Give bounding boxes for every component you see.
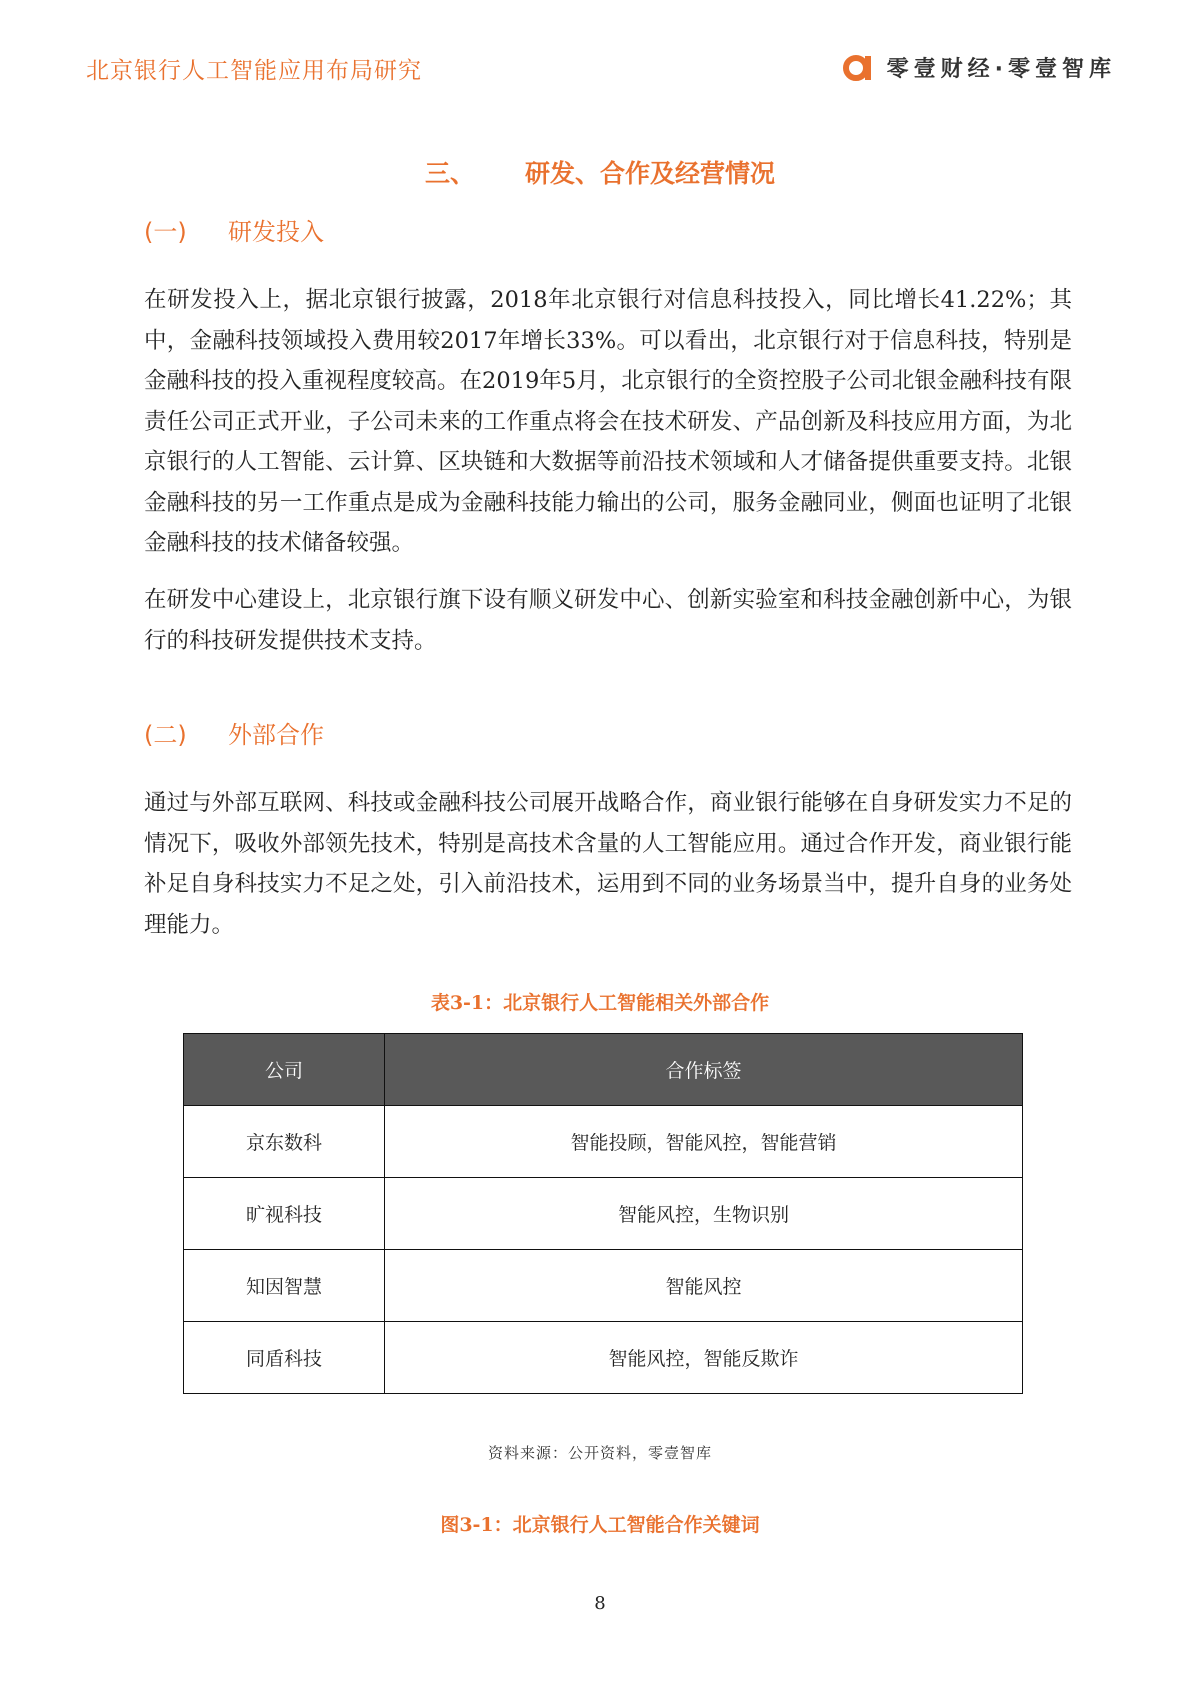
- paragraph-external-cooperation: 通过与外部互联网、科技或金融科技公司展开战略合作，商业银行能够在自身研发实力不足的情况下，吸收外部领先技术，特别是高技术含量的人工智能应用。通过合作开发，商业银行能补足自身科技实力不足之处，引入前沿技术，运用到不同的业务场景当中，提升自身的业务处理能力。: [144, 790, 1072, 938]
- table-row: [184, 1106, 1023, 1178]
- paragraph-rd-center: 在研发中心建设上，北京银行旗下设有顺义研发中心、创新实验室和科技金融创新中心，为银行的科技研发提供技术支持。: [144, 587, 1072, 654]
- brand-name: 零壹财经·零壹智库: [886, 56, 1116, 82]
- subsection-number-2: (二): [144, 721, 187, 749]
- section-number: 三、: [424, 159, 475, 188]
- section-title: [0, 154, 1200, 190]
- table-cell-tags: 智能风控: [385, 1250, 1023, 1322]
- paragraph-rd-investment: 在研发投入上，据北京银行披露，2018年北京银行对信息科技投入，同比增长41.22%；其中，金融科技领域投入费用较2017年增长33%。可以看出，北京银行对于信息科技，特别是金融科技的投入重视程度较高。在2019年5月，北京银行的全资控股子公司北银金融科技有限责任公司正式开业，子公司未来的工作重点将会在技术研发、产品创新及科技应用方面，为北京银行的人工智能、云计算、区块链和大数据等前沿技术领域和人才储备提供重要支持。北银金融科技的另一工作重点是成为金融科技能力输出的公司，服务金融同业，侧面也证明了北银金融科技的技术储备较强。: [144, 287, 1072, 556]
- table-row: [184, 1178, 1023, 1250]
- table-cell-company: 京东数科: [184, 1106, 385, 1178]
- table-caption: 表3-1：北京银行人工智能相关外部合作: [430, 992, 770, 1014]
- subsection-title-text-1: 研发投入: [228, 218, 324, 246]
- table-source: 资料来源：公开资料，零壹智库: [487, 1444, 712, 1462]
- subsection-title-1: [144, 212, 324, 247]
- figure-caption: 图3-1：北京银行人工智能合作关键词: [440, 1514, 760, 1536]
- table-row: [184, 1322, 1023, 1394]
- brand-logo-icon: [841, 50, 875, 84]
- table-cell-company: 旷视科技: [184, 1178, 385, 1250]
- subsection-title-text-2: 外部合作: [228, 721, 324, 749]
- subsection-number-1: (一): [144, 218, 187, 246]
- header-title: 北京银行人工智能应用布局研究: [86, 58, 422, 84]
- page-number: 8: [594, 1593, 606, 1614]
- table-header-company: 公司: [184, 1034, 385, 1106]
- section-title-text: 研发、合作及经营情况: [525, 159, 776, 188]
- table-cell-tags: 智能风控，生物识别: [385, 1178, 1023, 1250]
- table-cell-company: 同盾科技: [184, 1322, 385, 1394]
- table-header-tags: 合作标签: [385, 1034, 1023, 1106]
- table-row: [184, 1250, 1023, 1322]
- table-header-row: [184, 1034, 1023, 1106]
- cooperation-table: [183, 1033, 1023, 1394]
- table-cell-tags: 智能投顾，智能风控，智能营销: [385, 1106, 1023, 1178]
- table-cell-company: 知因智慧: [184, 1250, 385, 1322]
- brand: [841, 50, 1116, 84]
- subsection-title-2: [144, 715, 324, 750]
- table-cell-tags: 智能风控，智能反欺诈: [385, 1322, 1023, 1394]
